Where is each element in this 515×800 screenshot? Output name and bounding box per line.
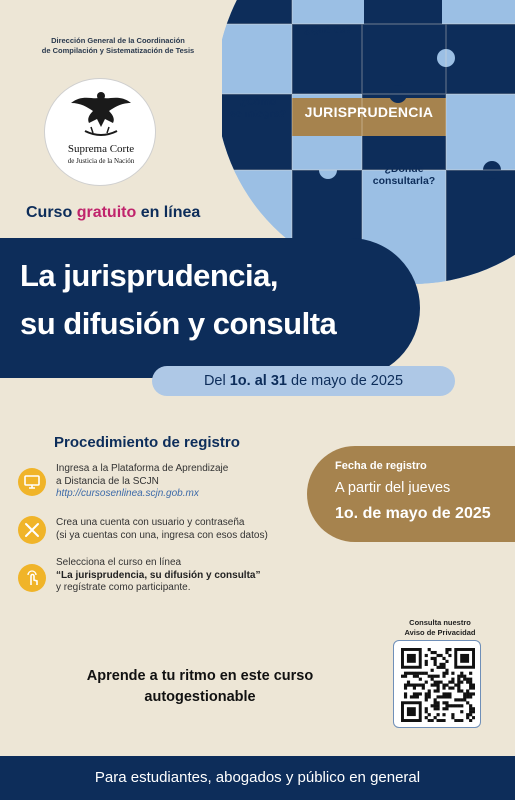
step-3 [56,557,260,595]
procedure-title: Procedimiento de registro [54,434,240,451]
step-3-line3: y regístrate como participante. [56,582,191,593]
registration-label: Fecha de registro [335,460,427,472]
dates-prefix: Del [203,373,226,389]
tools-icon [18,516,46,544]
puzzle-question-how-line2: se integra? [229,108,287,120]
touch-icon [18,564,46,592]
step-1 [56,463,228,501]
puzzle-question-where-line1: ¿Dónde [384,163,424,175]
privacy-label-line2: Aviso de Privacidad [404,628,476,637]
registration-box [307,446,515,542]
course-type-highlight: gratuito [76,204,137,221]
logo-name: Suprema Corte [67,143,135,155]
registration-date: 1o. de mayo de 2025 [335,505,491,522]
dates-suffix: de mayo de 2025 [291,373,404,389]
puzzle-question-where [362,163,446,187]
step-2 [56,517,268,542]
step-1-line1: Ingresa a la Plataforma de Aprendizaje [56,463,229,474]
puzzle-question-how [223,96,293,120]
step-3-line1: Selecciona el curso en línea [56,557,182,568]
scjn-logo [44,78,156,186]
dates-range: 1o. al 31 [229,373,287,389]
puzzle-question-how-line1: ¿Cómo [239,96,277,108]
platform-link[interactable]: http://cursosenlinea.scjn.gob.mx [56,488,199,499]
course-title-line2: su difusión y consulta [20,306,337,341]
puzzle-center-label: JURISPRUDENCIA [304,104,434,120]
logo-subtitle: de Justicia de la Nación [67,157,135,165]
step-2-line1: Crea una cuenta con usuario y contraseña [56,517,245,528]
course-type-prefix: Curso [26,204,73,221]
organization-line-1: Dirección General de la Coordinación [51,36,185,45]
step-1-line2: a Distancia de la SCJN [56,475,159,487]
organization-line-2: de Compilación y Sistematización de Tesis [41,46,195,55]
registration-description: A partir del jueves [335,480,451,496]
puzzle-question-where-line2: consultarla? [372,175,436,187]
privacy-label-line1: Consulta nuestro [409,618,471,627]
self-paced-line1: Aprende a tu ritmo en este curso [86,668,314,684]
step-2-line2: (si ya cuentas con una, ingresa con esos datos) [56,529,268,541]
step-3-line2: “La jurisprudencia, su difusión y consulta” [56,569,261,581]
qr-code-frame[interactable] [393,640,481,728]
course-type-suffix: en línea [140,204,201,221]
self-paced-line2: autogestionable [144,689,256,705]
footer-text: Para estudiantes, abogados y público en general [94,769,421,786]
puzzle-question-what: ¿Qué es? [304,24,352,36]
qr-code [401,648,475,722]
course-type [26,204,200,222]
computer-icon [18,468,46,496]
footer-band [0,756,515,800]
eagle-seal-icon [67,87,135,139]
course-dates [152,366,455,396]
course-title-line1: La jurisprudencia, [20,258,279,293]
